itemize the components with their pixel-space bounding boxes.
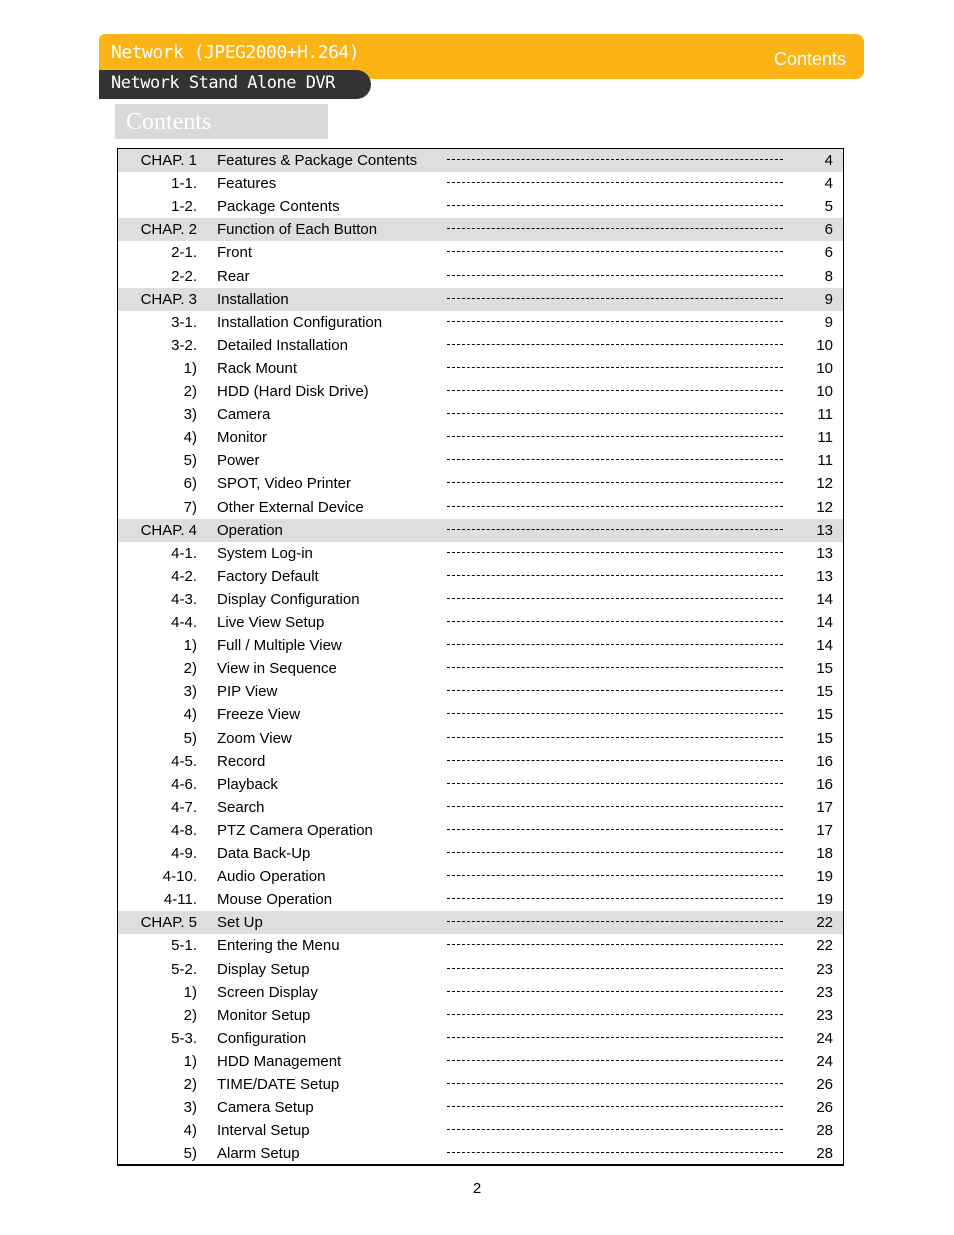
toc-entry-page: 15: [816, 683, 833, 701]
toc-entry-row: [118, 796, 843, 819]
toc-entry-number: 4-2.: [171, 567, 197, 585]
toc-leader-line: [447, 1152, 783, 1153]
toc-leader-line: [447, 344, 783, 345]
toc-entry-row: [118, 657, 843, 680]
toc-leader-line: [447, 921, 783, 922]
toc-entry-row: [118, 403, 843, 426]
toc-leader-line: [447, 552, 783, 553]
contents-heading: Contents: [126, 109, 212, 135]
toc-entry-title: Installation: [217, 290, 289, 308]
toc-entry-row: [118, 426, 843, 449]
toc-leader-line: [447, 205, 783, 206]
toc-leader-line: [447, 575, 783, 576]
toc-leader-line: [447, 459, 783, 460]
table-of-contents: [117, 148, 844, 1165]
toc-leader-line: [447, 1129, 783, 1130]
toc-entry-title: System Log-in: [217, 544, 313, 562]
toc-entry-title: Mouse Operation: [217, 891, 333, 909]
toc-entry-title: Alarm Setup: [217, 1145, 300, 1163]
toc-entry-row: [118, 265, 843, 288]
toc-entry-number: 1): [183, 637, 197, 655]
toc-leader-line: [447, 737, 783, 738]
toc-leader-line: [447, 275, 783, 276]
toc-entry-page: 11: [817, 429, 833, 447]
toc-entry-page: 6: [824, 244, 833, 262]
toc-entry-title: Features: [217, 175, 277, 193]
toc-entry-page: 12: [816, 498, 833, 516]
toc-entry-page: 11: [817, 406, 833, 424]
toc-leader-line: [447, 783, 783, 784]
toc-entry-title: HDD (Hard Disk Drive): [217, 383, 369, 400]
toc-entry-page: 28: [816, 1122, 833, 1140]
toc-entry-page: 12: [816, 475, 833, 493]
toc-entry-row: [118, 680, 843, 703]
toc-leader-line: [447, 621, 783, 622]
toc-entry-row: [118, 981, 843, 1004]
toc-entry-page: 18: [816, 845, 833, 862]
toc-leader-line: [447, 644, 783, 645]
toc-entry-page: 19: [816, 868, 833, 886]
toc-entry-row: [118, 750, 843, 773]
toc-entry-row: [118, 542, 843, 565]
toc-entry-number: 3-2.: [171, 336, 197, 354]
toc-entry-number: 4-8.: [171, 821, 197, 839]
toc-entry-page: 17: [816, 798, 833, 816]
toc-leader-line: [447, 690, 783, 691]
toc-entry-title: Installation Configuration: [217, 313, 383, 331]
toc-entry-number: 1): [183, 983, 197, 1001]
toc-leader-line: [447, 321, 783, 322]
toc-entry-row: [118, 865, 843, 888]
toc-entry-page: 14: [816, 614, 833, 631]
contents-heading-box: [115, 104, 328, 139]
toc-entry-row: [118, 1073, 843, 1096]
toc-entry-page: 17: [816, 821, 833, 839]
toc-entry-title: Full / Multiple View: [217, 637, 342, 655]
toc-leader-line: [447, 829, 783, 830]
toc-entry-number: 2): [183, 660, 197, 678]
toc-entry-title: Operation: [217, 521, 283, 539]
toc-leader-line: [447, 506, 783, 507]
toc-entry-title: Display Setup: [217, 960, 310, 978]
toc-entry-title: Search: [217, 798, 265, 816]
toc-entry-title: Configuration: [217, 1029, 307, 1047]
toc-entry-number: 1-1.: [171, 175, 197, 193]
toc-entry-title: Rack Mount: [217, 359, 298, 377]
toc-entry-page: 24: [816, 1052, 833, 1070]
toc-entry-page: 4: [824, 152, 833, 169]
toc-entry-title: Record: [217, 752, 266, 770]
toc-leader-line: [447, 298, 783, 299]
toc-chapter-row: [118, 149, 843, 172]
toc-entry-title: HDD Management: [217, 1052, 342, 1070]
toc-leader-line: [447, 968, 783, 969]
toc-entry-page: 14: [816, 590, 833, 608]
toc-entry-number: 4-7.: [171, 798, 197, 816]
toc-entry-page: 15: [816, 706, 833, 724]
toc-entry-title: View in Sequence: [217, 660, 337, 678]
toc-entry-number: CHAP. 3: [140, 290, 197, 308]
toc-entry-number: 2-2.: [171, 267, 197, 285]
toc-entry-page: 5: [824, 198, 833, 216]
toc-entry-page: 22: [816, 937, 833, 955]
toc-leader-line: [447, 159, 783, 160]
toc-entry-page: 14: [816, 637, 833, 655]
toc-entry-number: 1-2.: [171, 198, 197, 216]
toc-leader-line: [447, 1083, 783, 1084]
toc-entry-title: Detailed Installation: [217, 336, 348, 354]
toc-entry-page: 26: [816, 1099, 833, 1117]
toc-entry-number: 7): [183, 498, 197, 516]
toc-leader-line: [447, 806, 783, 807]
toc-entry-number: CHAP. 5: [140, 914, 197, 932]
toc-entry-page: 16: [816, 752, 833, 770]
toc-leader-line: [447, 390, 783, 391]
toc-entry-page: 8: [824, 267, 833, 285]
toc-entry-page: 13: [816, 544, 833, 562]
toc-entry-number: 4-5.: [171, 752, 197, 770]
toc-entry-number: 1): [183, 1052, 197, 1070]
toc-entry-row: [118, 496, 843, 519]
toc-entry-number: 4): [183, 429, 197, 447]
toc-entry-row: [118, 1050, 843, 1073]
toc-chapter-row: [118, 911, 843, 934]
toc-entry-number: 6): [183, 475, 197, 493]
toc-entry-number: 3): [183, 406, 197, 424]
toc-entry-number: 4): [183, 706, 197, 724]
toc-entry-row: [118, 842, 843, 865]
toc-leader-line: [447, 182, 783, 183]
toc-entry-number: 4-3.: [171, 590, 197, 608]
toc-entry-title: Display Configuration: [217, 590, 360, 608]
toc-entry-page: 13: [816, 521, 833, 539]
toc-entry-page: 28: [816, 1145, 833, 1163]
toc-chapter-row: [118, 519, 843, 542]
toc-entry-title: Monitor: [217, 429, 268, 447]
toc-leader-line: [447, 713, 783, 714]
toc-entry-page: 16: [816, 775, 833, 793]
toc-entry-row: [118, 727, 843, 750]
toc-entry-title: Screen Display: [217, 983, 318, 1001]
toc-entry-number: 4-10.: [162, 868, 197, 886]
toc-entry-row: [118, 1142, 843, 1165]
toc-entry-page: 4: [824, 175, 833, 193]
toc-leader-line: [447, 436, 783, 437]
toc-entry-number: 4-11.: [163, 891, 197, 909]
toc-entry-title: Interval Setup: [217, 1122, 310, 1140]
toc-entry-title: TIME/DATE Setup: [217, 1076, 340, 1093]
toc-entry-row: [118, 611, 843, 634]
toc-entry-page: 26: [816, 1076, 833, 1093]
toc-entry-number: 5-3.: [171, 1029, 197, 1047]
toc-entry-title: Monitor Setup: [217, 1006, 311, 1024]
toc-entry-number: 3): [183, 1099, 197, 1117]
toc-entry-title: Package Contents: [217, 198, 340, 216]
toc-entry-page: 6: [824, 221, 833, 239]
toc-entry-row: [118, 195, 843, 218]
toc-entry-number: 2): [183, 1006, 197, 1024]
toc-entry-number: CHAP. 2: [140, 221, 197, 239]
subheader-title: Network Stand Alone DVR: [111, 73, 335, 93]
toc-entry-title: SPOT, Video Printer: [217, 475, 351, 493]
toc-chapter-row: [118, 288, 843, 311]
toc-leader-line: [447, 1014, 783, 1015]
subheader-bar: [99, 70, 371, 99]
toc-entry-number: 5): [183, 452, 197, 470]
toc-leader-line: [447, 251, 783, 252]
toc-entry-number: 1): [183, 359, 197, 377]
toc-entry-page: 23: [816, 960, 833, 978]
toc-entry-row: [118, 819, 843, 842]
toc-leader-line: [447, 413, 783, 414]
toc-entry-number: 4-9.: [171, 845, 197, 862]
toc-entry-number: 4-4.: [171, 614, 197, 631]
toc-leader-line: [447, 760, 783, 761]
toc-entry-title: Function of Each Button: [217, 221, 378, 239]
page-number: 2: [472, 1180, 482, 1197]
toc-entry-row: [118, 357, 843, 380]
toc-entry-title: Power: [217, 452, 260, 470]
toc-entry-title: PTZ Camera Operation: [217, 821, 373, 839]
toc-entry-row: [118, 588, 843, 611]
toc-entry-title: Live View Setup: [217, 614, 325, 631]
toc-entry-title: Other External Device: [217, 498, 364, 516]
toc-entry-title: Zoom View: [217, 729, 292, 747]
toc-entry-title: Features & Package Contents: [217, 152, 418, 169]
toc-leader-line: [447, 529, 783, 530]
toc-entry-title: Freeze View: [217, 706, 301, 724]
toc-entry-number: CHAP. 4: [140, 521, 197, 539]
toc-leader-line: [447, 991, 783, 992]
toc-entry-page: 19: [816, 891, 833, 909]
toc-entry-title: PIP View: [217, 683, 278, 701]
toc-entry-number: 2-1.: [171, 244, 197, 262]
toc-leader-line: [447, 875, 783, 876]
table-bottom-border: [117, 1164, 844, 1166]
toc-entry-row: [118, 565, 843, 588]
toc-entry-number: 4-1.: [171, 544, 197, 562]
toc-entry-title: Camera: [217, 406, 271, 424]
toc-entry-number: 5): [183, 1145, 197, 1163]
toc-entry-number: 5): [183, 729, 197, 747]
toc-entry-title: Playback: [217, 775, 278, 793]
toc-entry-page: 22: [816, 914, 833, 932]
toc-entry-title: Audio Operation: [217, 868, 326, 886]
toc-entry-row: [118, 934, 843, 957]
toc-entry-title: Factory Default: [217, 567, 319, 585]
toc-leader-line: [447, 598, 783, 599]
toc-entry-page: 24: [816, 1029, 833, 1047]
toc-leader-line: [447, 944, 783, 945]
toc-entry-page: 10: [816, 383, 833, 400]
toc-entry-number: 2): [183, 1076, 197, 1093]
toc-entry-row: [118, 1027, 843, 1050]
toc-entry-number: 3): [183, 683, 197, 701]
toc-entry-page: 9: [824, 313, 833, 331]
toc-entry-page: 10: [816, 359, 833, 377]
toc-entry-page: 15: [816, 729, 833, 747]
toc-leader-line: [447, 852, 783, 853]
toc-entry-row: [118, 773, 843, 796]
toc-entry-title: Data Back-Up: [217, 845, 311, 862]
toc-entry-title: Camera Setup: [217, 1099, 314, 1117]
toc-entry-number: 2): [183, 383, 197, 400]
toc-entry-number: 3-1.: [171, 313, 197, 331]
toc-entry-row: [118, 1119, 843, 1142]
toc-entry-row: [118, 958, 843, 981]
toc-entry-page: 23: [816, 1006, 833, 1024]
toc-leader-line: [447, 898, 783, 899]
toc-entry-title: Entering the Menu: [217, 937, 340, 955]
toc-entry-number: 4): [183, 1122, 197, 1140]
toc-entry-page: 10: [816, 336, 833, 354]
toc-entry-title: Rear: [217, 267, 250, 285]
toc-entry-number: 5-1.: [171, 937, 197, 955]
toc-entry-number: 5-2.: [171, 960, 197, 978]
toc-entry-page: 9: [824, 290, 833, 308]
toc-leader-line: [447, 1037, 783, 1038]
toc-entry-page: 23: [816, 983, 833, 1001]
toc-leader-line: [447, 1060, 783, 1061]
toc-entry-row: [118, 472, 843, 495]
toc-leader-line: [447, 667, 783, 668]
toc-leader-line: [447, 228, 783, 229]
toc-entry-row: [118, 334, 843, 357]
toc-entry-title: Set Up: [217, 914, 263, 932]
toc-entry-page: 11: [817, 452, 833, 470]
toc-entry-number: CHAP. 1: [140, 152, 197, 169]
toc-leader-line: [447, 482, 783, 483]
toc-entry-row: [118, 172, 843, 195]
header-title: Network (JPEG2000+H.264): [111, 42, 360, 63]
toc-entry-row: [118, 703, 843, 726]
toc-entry-number: 4-6.: [171, 775, 197, 793]
toc-entry-title: Front: [217, 244, 253, 262]
toc-chapter-row: [118, 218, 843, 241]
toc-entry-row: [118, 1096, 843, 1119]
toc-entry-row: [118, 241, 843, 264]
toc-entry-row: [118, 634, 843, 657]
toc-entry-row: [118, 1004, 843, 1027]
toc-leader-line: [447, 367, 783, 368]
toc-entry-row: [118, 888, 843, 911]
toc-entry-row: [118, 311, 843, 334]
toc-entry-page: 15: [816, 660, 833, 678]
header-section-label: Contents: [773, 49, 846, 69]
toc-leader-line: [447, 1106, 783, 1107]
toc-entry-row: [118, 380, 843, 403]
toc-entry-row: [118, 449, 843, 472]
toc-entry-page: 13: [816, 567, 833, 585]
